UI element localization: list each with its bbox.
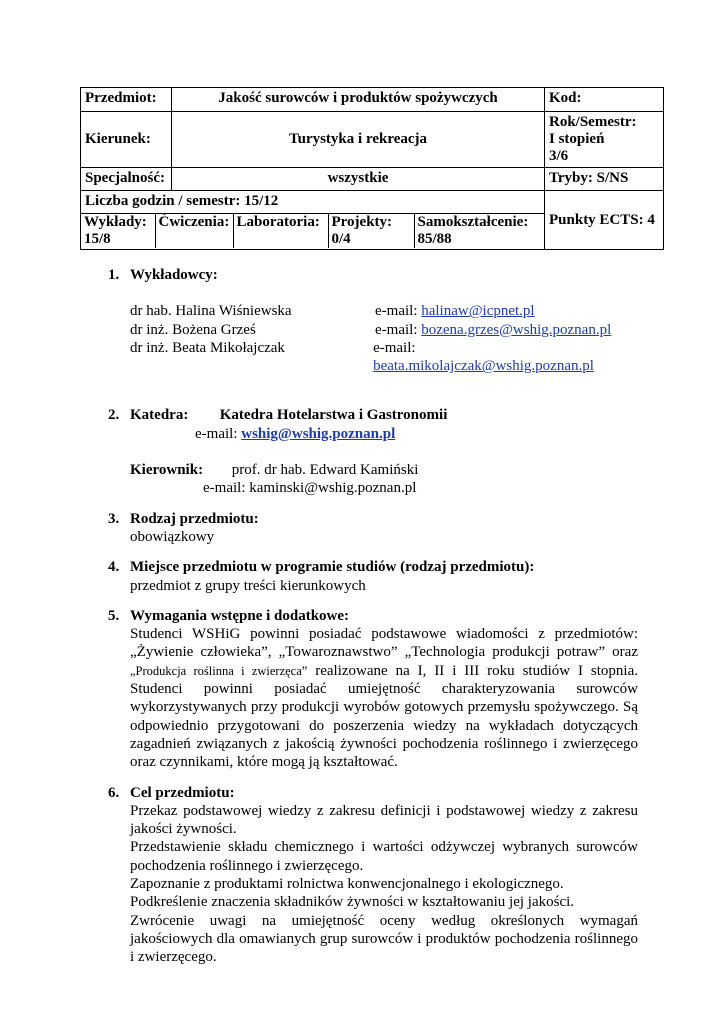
- email-label: e-mail:: [195, 425, 238, 442]
- lecturer-row: [130, 339, 638, 376]
- email-label: e-mail:: [375, 321, 418, 338]
- section-title: Cel przedmiotu:: [130, 784, 235, 801]
- section-number: 4.: [108, 559, 120, 576]
- lecturer-email-link[interactable]: bozena.grzes@wshig.poznan.pl: [421, 321, 612, 338]
- section-number: 1.: [108, 267, 120, 283]
- kierownik-email: e-mail: kaminski@wshig.poznan.pl: [203, 480, 417, 497]
- section-number: 6.: [108, 784, 120, 801]
- paragraph-part: Studenci WSHiG powinni posiadać podstawowe wiadomości z przedmiotów: „Żywienie człowieka”, „Towaroznawstwo” „Technologia produkcji potraw” oraz: [130, 626, 638, 661]
- section-wymagania: [108, 607, 638, 772]
- goal-line: Przekaz podstawowej wiedzy z zakresu definicji i podstawowej wiedzy z zakresu jakości żywności.: [130, 802, 638, 838]
- punkty-ects: Punkty ECTS: 4: [545, 191, 664, 250]
- lecturer-email-link[interactable]: halinaw@icpnet.pl: [421, 303, 535, 320]
- section-wykladowcy: [108, 266, 638, 375]
- section-text: obowiązkowy: [130, 528, 215, 545]
- rok-semestr-value: 3/6: [549, 148, 569, 164]
- projekty-label: Projekty:: [331, 214, 393, 230]
- section-number: 2.: [108, 407, 120, 424]
- section-number: 3.: [108, 510, 120, 527]
- section-miejsce: [108, 558, 638, 595]
- syllabus-body: [108, 266, 638, 967]
- email-label: e-mail:: [373, 339, 416, 356]
- goal-line: Przedstawienie składu chemicznego i wartości odżywczej wybranych surowców pochodzenia roślinnego i zwierzęcego.: [130, 839, 638, 874]
- section-title: Miejsce przedmiotu w programie studiów (rodzaj przedmiotu):: [130, 559, 535, 576]
- rok-semestr-cell: [545, 112, 664, 168]
- lecturer-name: dr inż. Bożena Grześ: [130, 321, 256, 338]
- laboratoria-label: Laboratoria:: [236, 214, 320, 230]
- section-katedra: [108, 406, 638, 497]
- goal-line: Zapoznanie z produktami rolnictwa konwencjonalnego i ekologicznego.: [130, 876, 564, 893]
- lecturer-row: [130, 302, 638, 320]
- specjalnosc-value: wszystkie: [172, 168, 545, 191]
- goal-line: Zwrócenie uwagi na umiejętność oceny według określonych wymagań jakościowych dla omawianych grup surowców i produktów pochodzenia roślinnego i zwierzęcego.: [130, 912, 638, 966]
- section-text: przedmiot z grupy treści kierunkowych: [130, 577, 366, 594]
- katedra-name: Katedra Hotelarstwa i Gastronomii: [219, 407, 448, 424]
- section-paragraph: [130, 625, 638, 771]
- projekty-value: 0/4: [331, 231, 351, 247]
- specjalnosc-label: Specjalność:: [81, 168, 172, 191]
- tryby: Tryby: S/NS: [545, 168, 664, 191]
- section-title: Rodzaj przedmiotu:: [130, 510, 259, 527]
- paragraph-part: „Produkcja roślinna i zwierzęca”: [130, 663, 308, 678]
- lecturer-name: dr inż. Beata Mikołajczak: [130, 339, 285, 356]
- przedmiot-value: Jakość surowców i produktów spożywczych: [172, 88, 545, 112]
- section-title: Wymagania wstępne i dodatkowe:: [130, 607, 350, 624]
- course-header-table: [80, 87, 664, 250]
- kierownik-label: Kierownik:: [130, 462, 204, 479]
- rok-label: Rok/Semestr:: [549, 114, 637, 130]
- kierunek-label: Kierunek:: [81, 112, 172, 168]
- hours-breakdown: [81, 214, 545, 250]
- lecturer-row: [130, 321, 638, 339]
- kod-label: Kod:: [545, 88, 664, 112]
- kierownik-name: prof. dr hab. Edward Kamiński: [231, 462, 419, 479]
- samoksztalcenie-label: Samokształcenie:: [417, 214, 529, 230]
- email-label: e-mail:: [375, 303, 418, 320]
- katedra-email-link[interactable]: wshig@wshig.poznan.pl: [241, 425, 396, 442]
- lecturer-name: dr hab. Halina Wiśniewska: [130, 303, 292, 320]
- section-title: Wykładowcy:: [130, 267, 218, 283]
- wyklady-label: Wykłady:: [84, 214, 147, 230]
- rok-stopien: I stopień: [549, 131, 605, 147]
- lecturer-email-link[interactable]: beata.mikolajczak@wshig.poznan.pl: [373, 358, 594, 375]
- section-rodzaj: [108, 510, 638, 547]
- section-number: 5.: [108, 607, 120, 624]
- paragraph-part: realizowane na I, II i III roku studiów I stopnia. Studenci powinni posiadać umiejętność charakteryzowania surowców wykorzystywanych przy produkcji wyrobów gotowych przemysłu spożywczego. Są odpowiednio przygotowani do poszerzenia wiedzy na wykładach dotyczących zagadnień związanych z jakością żywności pochodzenia roślinnego i zwierzęcego oraz czynnikami, które mogą ją kształtować.: [130, 662, 638, 771]
- wyklady-value: 15/8: [84, 231, 111, 247]
- liczba-godzin: Liczba godzin / semestr: 15/12: [81, 191, 545, 214]
- section-cel: [108, 784, 638, 967]
- goal-line: Podkreślenie znaczenia składników żywności w kształtowaniu jej jakości.: [130, 894, 575, 911]
- przedmiot-label: Przedmiot:: [81, 88, 172, 112]
- cwiczenia-label: Ćwiczenia:: [158, 214, 230, 230]
- kierunek-value: Turystyka i rekreacja: [172, 112, 545, 168]
- samoksztalcenie-value: 85/88: [417, 231, 452, 247]
- section-title: Katedra:: [130, 407, 189, 424]
